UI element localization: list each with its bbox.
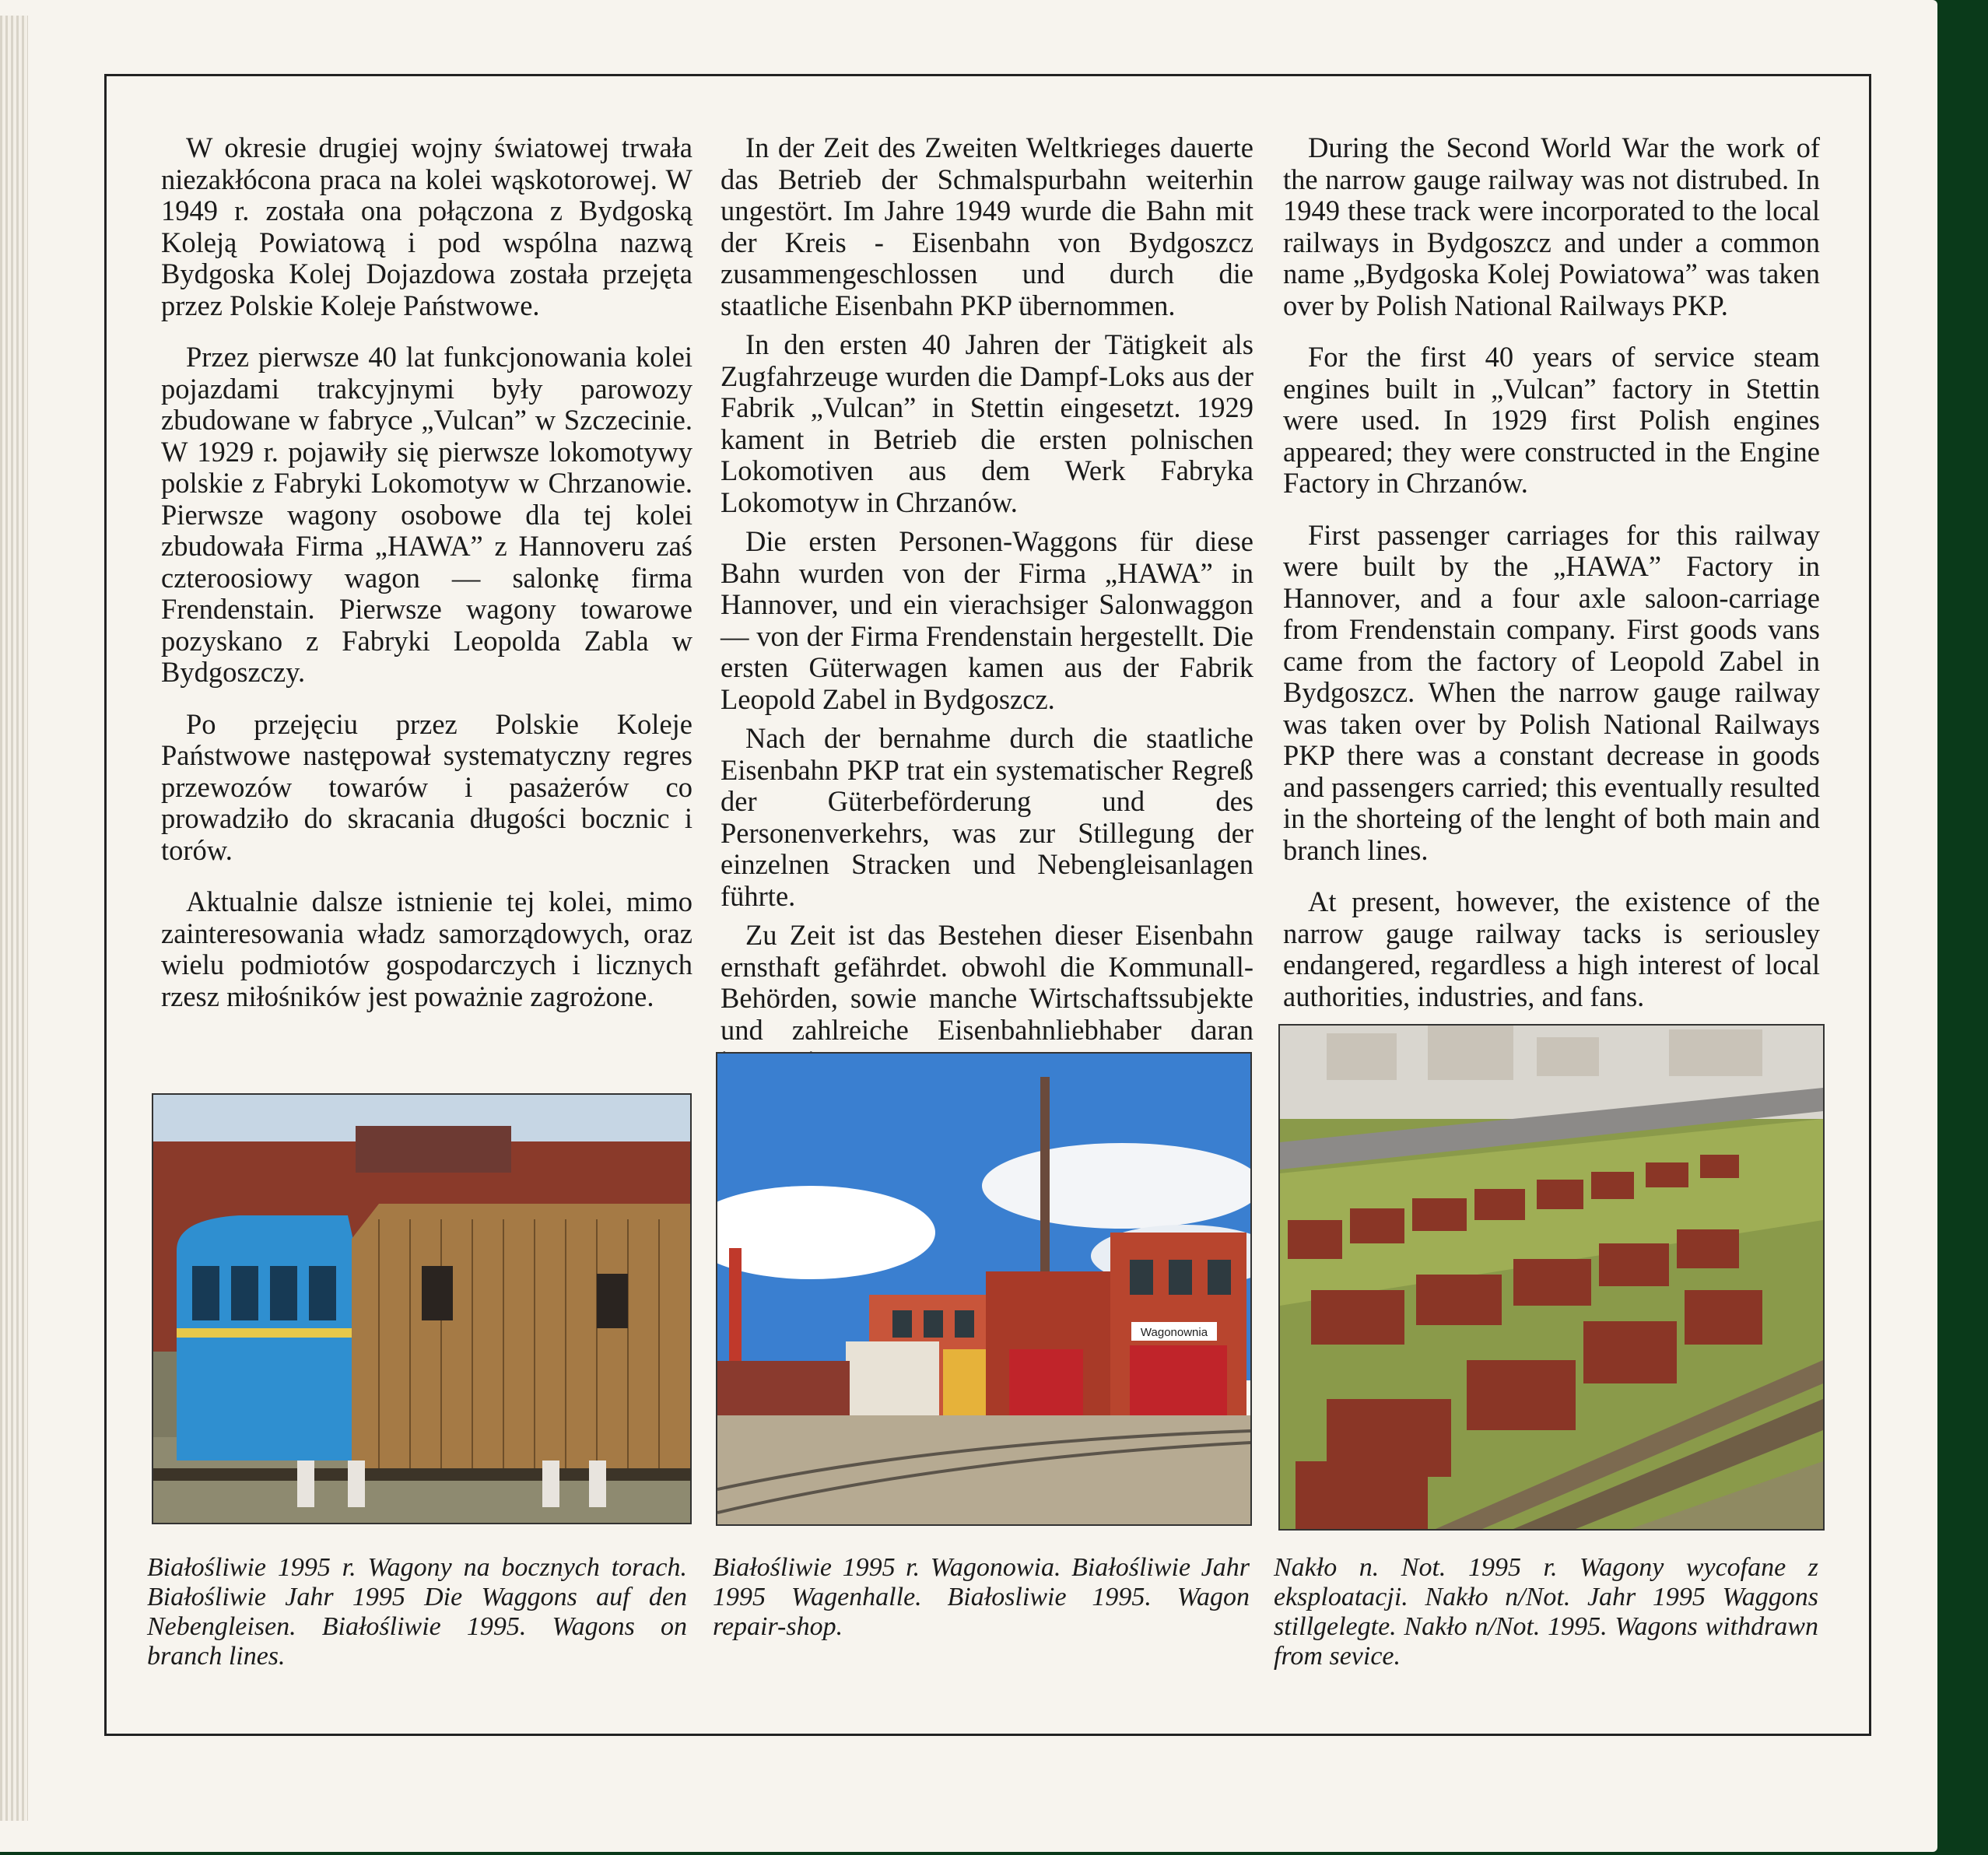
english-text-column	[1283, 132, 1820, 1033]
photo-withdrawn-wagons	[1278, 1024, 1825, 1531]
polish-paragraph-2: Przez pierwsze 40 lat funkcjonowania kolei pojazdami trakcyjnymi były parowozy zbudowane w fabryce „Vulcan” w Szczecinie. W 1929 r. pojawiły się pierwsze lokomotywy polskie z Fabryki Lokomotyw w Chrzanowie. Pierwsze wagony osobowe dla tej kolei zbudowała Firma „HAWA” z Hannoveru zaś czteroosiowy wagon — salonkę firma Frendenstain. Pierwsze wagony towarowe pozyskano z Fabryki Leopolda Zabla w Bydgoszczy.	[161, 341, 692, 688]
german-paragraph-4: Nach der bernahme durch die staatliche Eisenbahn PKP trat ein systematischer Regreß der Güterbeförderung und des Personenverkehrs, was zur Stillegung der einzelnen Stracken und Nebengleisanlagen führte.	[721, 722, 1253, 912]
english-paragraph-1: During the Second World War the work of the narrow gauge railway was not distrubed. In 1949 these track were incorporated to the local railways in Bydgoszcz and under a common name „Bydgoska Kolej Powiatowa” was taken over by Polish National Railways PKP.	[1283, 131, 1820, 321]
polish-paragraph-1: W okresie drugiej wojny światowej trwała niezakłócona praca na kolei wąskotorowej. W 1949 r. została ona połączona z Bydgoską Koleją Powiatową i pod wspólna nazwą Bydgoska Kolej Dojazdowa została przejęta przez Polskie Koleje Państwowe.	[161, 131, 692, 321]
caption-right: Nakło n. Not. 1995 r. Wagony wycofane z eksploatacji. Nakło n/Not. Jahr 1995 Waggons stillgelegte. Nakło n/Not. 1995. Wagons withdrawn from sevice.	[1274, 1553, 1818, 1671]
polish-paragraph-4: Aktualnie dalsze istnienie tej kolei, mimo zainteresowania władz samorządowych, oraz wielu podmiotów gospodarczych i licznych rzesz miłośników jest poważnie zagrożone.	[161, 885, 692, 1012]
english-paragraph-4: At present, however, the existence of the narrow gauge railway tacks is seriousley endangered, regardless a high interest of local authorities, industries, and fans.	[1283, 885, 1820, 1012]
english-paragraph-2: For the first 40 years of service steam engines built in „Vulcan” factory in Stettin were used. In 1929 first Polish engines appeared; they were constructed in the Engine Factory in Chrzanów.	[1283, 341, 1820, 499]
polish-text-column	[161, 132, 692, 1033]
german-text-column	[721, 132, 1253, 1085]
polish-paragraph-3: Po przejęciu przez Polskie Koleje Państwowe następował systematyczny regres przewozów towarów i pasażerów co prowadziło do skracania długości bocznic i torów.	[161, 707, 692, 866]
workshop-sign: Wagonownia	[1140, 1326, 1208, 1339]
german-paragraph-1: In der Zeit des Zweiten Weltkrieges dauerte das Betrieb der Schmalspurbahn weiterhin ungestört. Im Jahre 1949 wurde die Bahn mit der Kreis - Eisenbahn von Bydgoszcz zusammengeschlossen und durch die staatliche Eisenbahn PKP übernommen.	[721, 131, 1253, 321]
content-frame	[104, 74, 1871, 1736]
caption-middle: Białośliwie 1995 r. Wagonowia. Białośliwie Jahr 1995 Wagenhalle. Białosliwie 1995. Wagon repair-shop.	[713, 1553, 1250, 1641]
photo-wagon-repair-shop	[716, 1052, 1252, 1526]
english-paragraph-3: First passenger carriages for this railway were built by the „HAWA” Factory in Hannover, and a four axle saloon-carriage from Frendenstain company. First goods vans came from the factory of Leopold Zabel in Bydgoszcz. When the narrow gauge railway was taken over by Polish National Railways PKP there was a constant decrease in goods and passengers carried; this eventually resulted in the shorteing of the lenght of both main and branch lines.	[1283, 518, 1820, 866]
german-paragraph-2: In den ersten 40 Jahren der Tätigkeit als Zugfahrzeuge wurden die Dampf-Loks aus der Fabrik „Vulcan” in Stettin eingesetzt. 1929 kament in Betrieb die ersten polnischen Lokomotiven aus dem Werk Fabryka Lokomotyw in Chrzanów.	[721, 328, 1253, 518]
caption-left: Białośliwie 1995 r. Wagony na bocznych torach. Białośliwie Jahr 1995 Die Waggons auf den Nebengleisen. Białośliwie 1995. Wagons on branch lines.	[147, 1553, 687, 1671]
german-paragraph-3: Die ersten Personen-Waggons für diese Bahn wurden von der Firma „HAWA” in Hannover, und ein vierachsiger Salonwaggon — von der Firma Frendenstain hergestellt. Die ersten Güterwagen kamen aus der Fabrik Leopold Zabel in Bydgoszcz.	[721, 525, 1253, 715]
photo-carriages-on-sidings	[152, 1093, 692, 1524]
german-paragraph-5: Zu Zeit ist das Bestehen dieser Eisenbahn ernsthaft gefährdet. obwohl die Kommunall-Behörden, sowie manche Wirtschaftssubjekte und zahlreiche Eisenbahnliebhaber daran	[721, 919, 1253, 1046]
page-edge-stack	[0, 16, 28, 1821]
